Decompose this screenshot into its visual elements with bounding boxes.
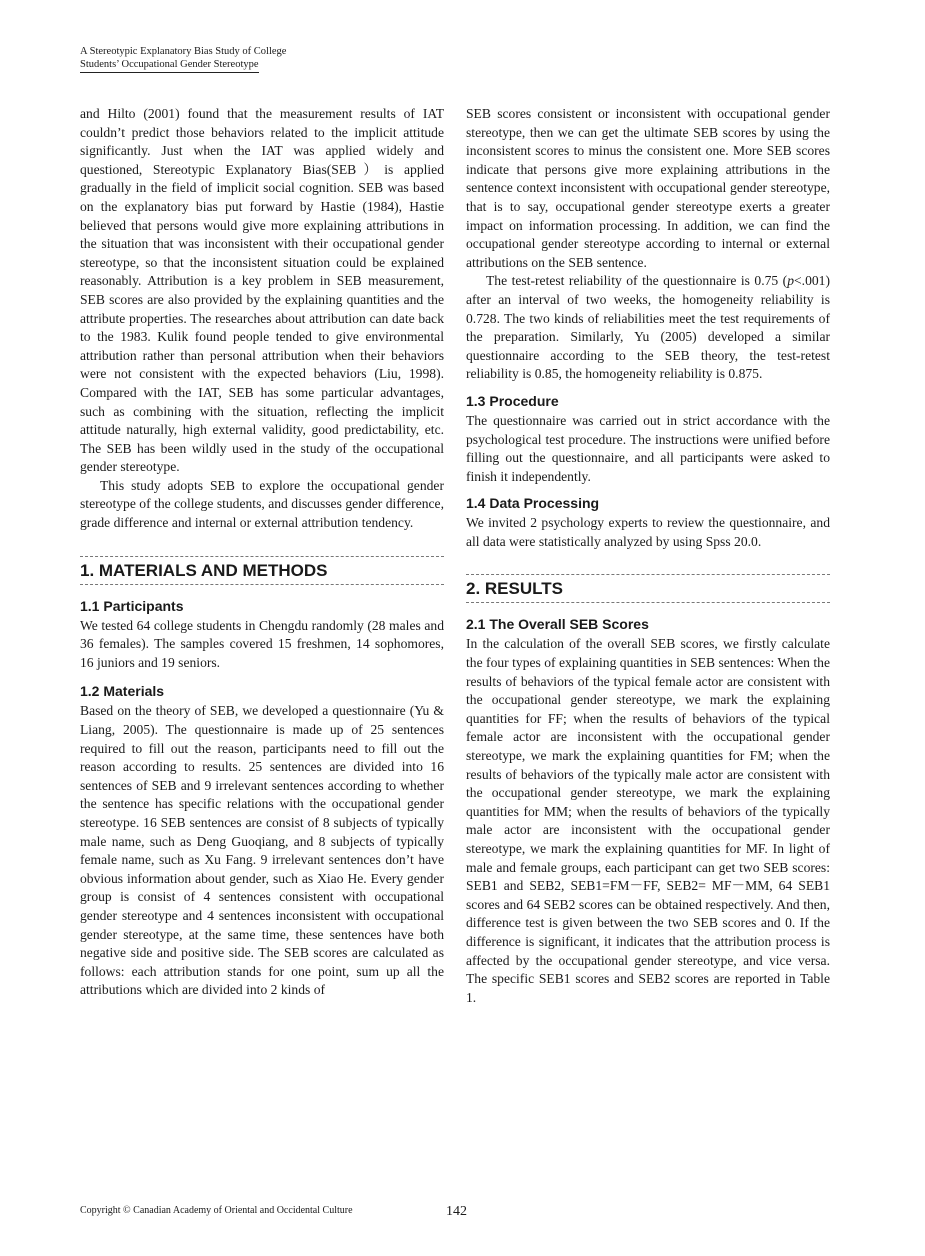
reliability-paragraph: [466, 272, 830, 384]
right-column: [466, 105, 830, 1007]
intro-paragraph-continued: and Hilto (2001) found that the measurement results of IAT couldn’t predict those behaviors related to the implicit attitude significantly. Just when the IAT was applied widely and questioned, Stereotypic Explanatory Bias(SEB）is applied gradually in the field of implicit social cognition. SEB was based on the explanatory bias put forward by Hastie (1984), Hastie believed that persons would give more explaining attributions in the situation that was inconsistent with their occupational gender stereotype, so that the inconsistent situation could be explained reasonably. Attribution is a key problem in SEB measurement, SEB scores are also provided by the explaining quantities and the attribute properties. The researches about attribution can date back to the 1983. Kulik found people tended to give environmental attribution rather than personal attribution when their behaviors were not consistent with the expected behaviors (Liu, 1998). Compared with the IAT, SEB has some particular advantages, such as combining with the situation, reflecting the implicit attitude naturally, high external validity, good predictability, etc. The SEB has been wildly used in the study of the occupational gender stereotype.: [80, 106, 444, 475]
participants-paragraph: We tested 64 college students in Chengdu randomly (28 males and 36 females). The samples covered 15 freshmen, 14 sophomores, 16 juniors and 19 seniors.: [80, 617, 444, 670]
data-processing-paragraph: We invited 2 psychology experts to review the questionnaire, and all data were statistically analyzed by using Spss 20.0.: [466, 515, 830, 549]
reliability-text-b: <.001) after an interval of two weeks, the homogeneity reliability is 0.728. The two kinds of reliabilities meet the test requirements of the preparation. Similarly, Yu (2005) developed a similar questionnaire according to the SEB theory, the test-retest reliability is 0.85, the homogeneity reliability is 0.875.: [466, 273, 830, 382]
seb-scores-paragraph: SEB scores consistent or inconsistent with occupational gender stereotype, then we can get the ultimate SEB scores by using the inconsistent scores to minus the consistent one. More SEB scores indicate that persons give more explaining attributions in the sentence context inconsistent with occupational gender stereotype, that is to say, occupational gender stereotype exerts a greater impact on information processing. In addition, we can find the occupational gender stereotype according to internal or external attributions on the SEB sentence.: [466, 106, 830, 270]
subheading-data-processing: 1.4 Data Processing: [466, 495, 600, 512]
left-column: [80, 105, 444, 1000]
section-heading-materials-methods: 1. MATERIALS AND METHODS: [80, 556, 444, 585]
subheading-procedure: 1.3 Procedure: [466, 392, 559, 409]
reliability-text-a: The test-retest reliability of the questionnaire is 0.75 (: [486, 273, 788, 289]
study-aim-paragraph: This study adopts SEB to explore the occupational gender stereotype of the college students, and discusses gender difference, grade difference and internal or external attribution tendency.: [80, 477, 444, 531]
materials-paragraph: Based on the theory of SEB, we developed a questionnaire (Yu & Liang, 2005). The questionnaire is made up of 25 sentences required to fill out the reason, participants need to fill out the reason according to results. 25 sentences are divided into 16 sentences of SEB and 9 irrelevant sentences according to whether the sentence has specific relations with the occupational gender stereotype. 16 SEB sentences are consist of 8 subjects of typically male name, such as Deng Guoqiang, and 8 subjects of typically female name, such as Xu Fang. 9 irrelevant sentences don’t have obvious information about gender, such as Xiao He. Every gender group is consist of 4 sentences consistent with occupational gender stereotype and 4 sentences inconsistent with occupational gender stereotype, at the same time, these sentences have both negative side and positive side. The SEB scores are calculated as follows: each attribution stands for one point, sum up all the attributions which are divided into 2 kinds of: [80, 703, 444, 998]
procedure-paragraph: The questionnaire was carried out in strict accordance with the psychological test procedure. The instructions were unified before filling out the questionnaire, and all participants were asked to finish it independently.: [466, 412, 830, 484]
overall-seb-scores-paragraph: In the calculation of the overall SEB scores, we firstly calculate the four types of explaining quantities in SEB sentences: When the results of behaviors of the typical female actor are consistent with the occupational gender stereotype, we mark the explaining quantities for FF; when the results of behaviors of the typical female actor are inconsistent with the occupational gender stereotype, we mark the explaining quantities for FM; when the results of behaviors of the typically male actor are consistent with the occupational gender stereotype, we mark the explaining quantities for MM; when the results of behaviors of the typically male actor are inconsistent with the occupational gender stereotype, we mark the explaining quantities for MF. In light of male and female groups, each participant can get two SEB scores: SEB1 and SEB2, SEB1=FM－FF, SEB2= MF－MM, 64 SEB1 scores and 64 SEB2 scores can be obtained respectively. And then, difference test is given between the two SEB scores and 0. If the difference is significant, it indicates that the attribution process is affected by the occupational gender stereotype, and vice versa. The specific SEB1 scores and SEB2 scores are reported in Table 1.: [466, 636, 830, 1005]
section-heading-results: 2. RESULTS: [466, 574, 830, 603]
subheading-participants: 1.1 Participants: [80, 597, 184, 614]
subheading-overall-seb-scores: 2.1 The Overall SEB Scores: [466, 616, 649, 633]
footer-copyright: Copyright © Canadian Academy of Oriental and Occidental Culture: [80, 1205, 353, 1216]
running-header: [80, 45, 286, 73]
running-header-line2: Students’ Occupational Gender Stereotype: [80, 58, 259, 73]
page-number: 142: [446, 1204, 467, 1219]
running-header-line1: A Stereotypic Explanatory Bias Study of College: [80, 46, 287, 57]
subheading-materials: 1.2 Materials: [80, 683, 165, 700]
p-value-symbol: p: [787, 273, 795, 289]
